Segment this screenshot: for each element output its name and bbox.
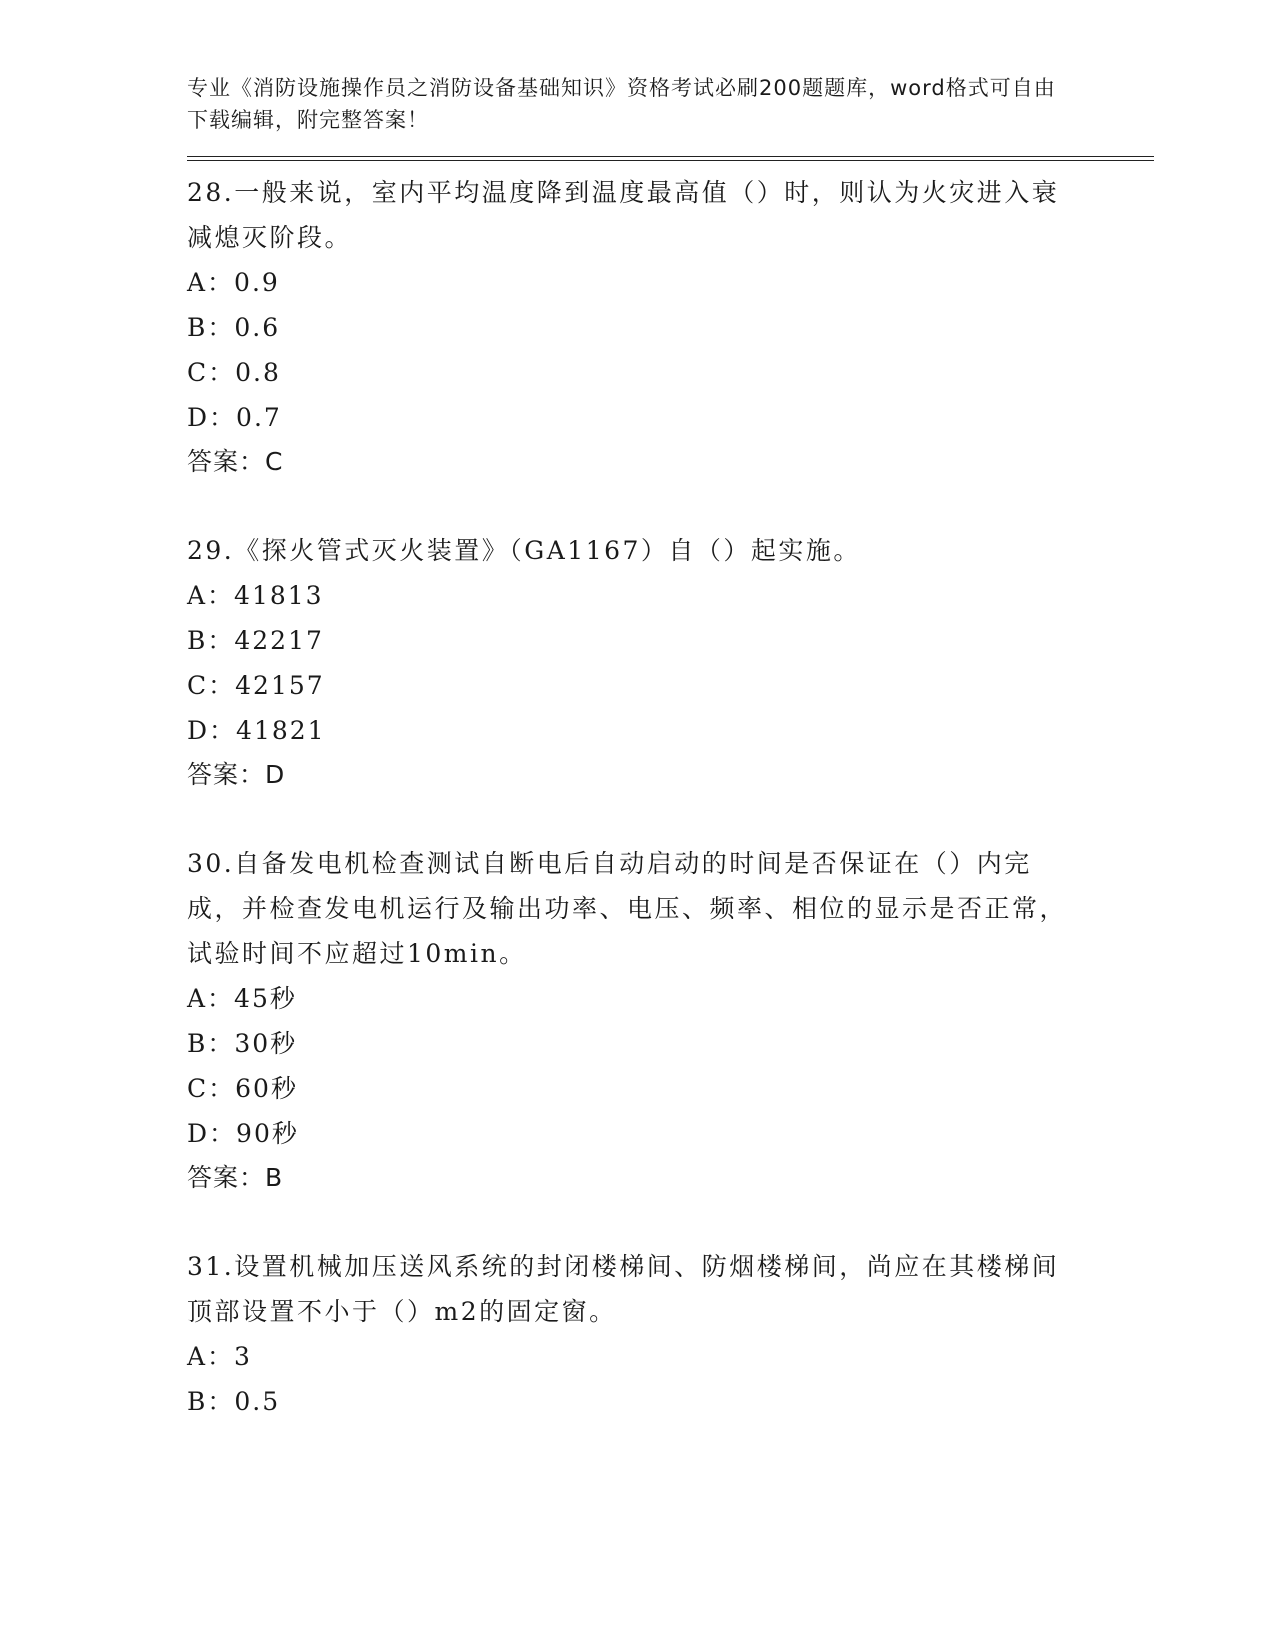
option-a: A：3 xyxy=(187,1342,252,1371)
option-b: B：0.6 xyxy=(187,313,281,342)
document-header: 专业《消防设施操作员之消防设备基础知识》资格考试必刷200题题库，word格式可自由下载编辑，附完整答案！ xyxy=(187,76,1056,132)
question-text: 28.一般来说，室内平均温度降到温度最高值（）时，则认为火灾进入衰减熄灭阶段。 xyxy=(187,178,1060,252)
document-page xyxy=(187,72,1077,1424)
answer: 答案：D xyxy=(187,760,286,789)
option-d: D：90秒 xyxy=(187,1119,299,1148)
question-30 xyxy=(187,841,1077,1200)
option-b: B：30秒 xyxy=(187,1029,298,1058)
question-29 xyxy=(187,528,1077,797)
option-a: A：41813 xyxy=(187,581,324,610)
option-b: B：42217 xyxy=(187,626,324,655)
option-d: D：0.7 xyxy=(187,403,282,432)
option-c: C：0.8 xyxy=(187,358,281,387)
option-c: C：60秒 xyxy=(187,1074,298,1103)
question-text: 29.《探火管式灭火装置》（GA1167）自（）起实施。 xyxy=(187,536,861,565)
question-28 xyxy=(187,170,1077,484)
answer: 答案：B xyxy=(187,1163,284,1192)
option-a: A：0.9 xyxy=(187,268,280,297)
question-31 xyxy=(187,1244,1077,1424)
header-divider xyxy=(187,156,1154,161)
question-text: 30.自备发电机检查测试自断电后自动启动的时间是否保证在（）内完成，并检查发电机运行及输出功率、电压、频率、相位的显示是否正常，试验时间不应超过10min。 xyxy=(187,849,1068,968)
option-d: D：41821 xyxy=(187,716,326,745)
option-b: B：0.5 xyxy=(187,1387,281,1416)
option-c: C：42157 xyxy=(187,671,325,700)
option-a: A：45秒 xyxy=(187,984,297,1013)
answer: 答案：C xyxy=(187,447,284,476)
question-text: 31.设置机械加压送风系统的封闭楼梯间、防烟楼梯间，尚应在其楼梯间顶部设置不小于（）m2的固定窗。 xyxy=(187,1252,1060,1326)
